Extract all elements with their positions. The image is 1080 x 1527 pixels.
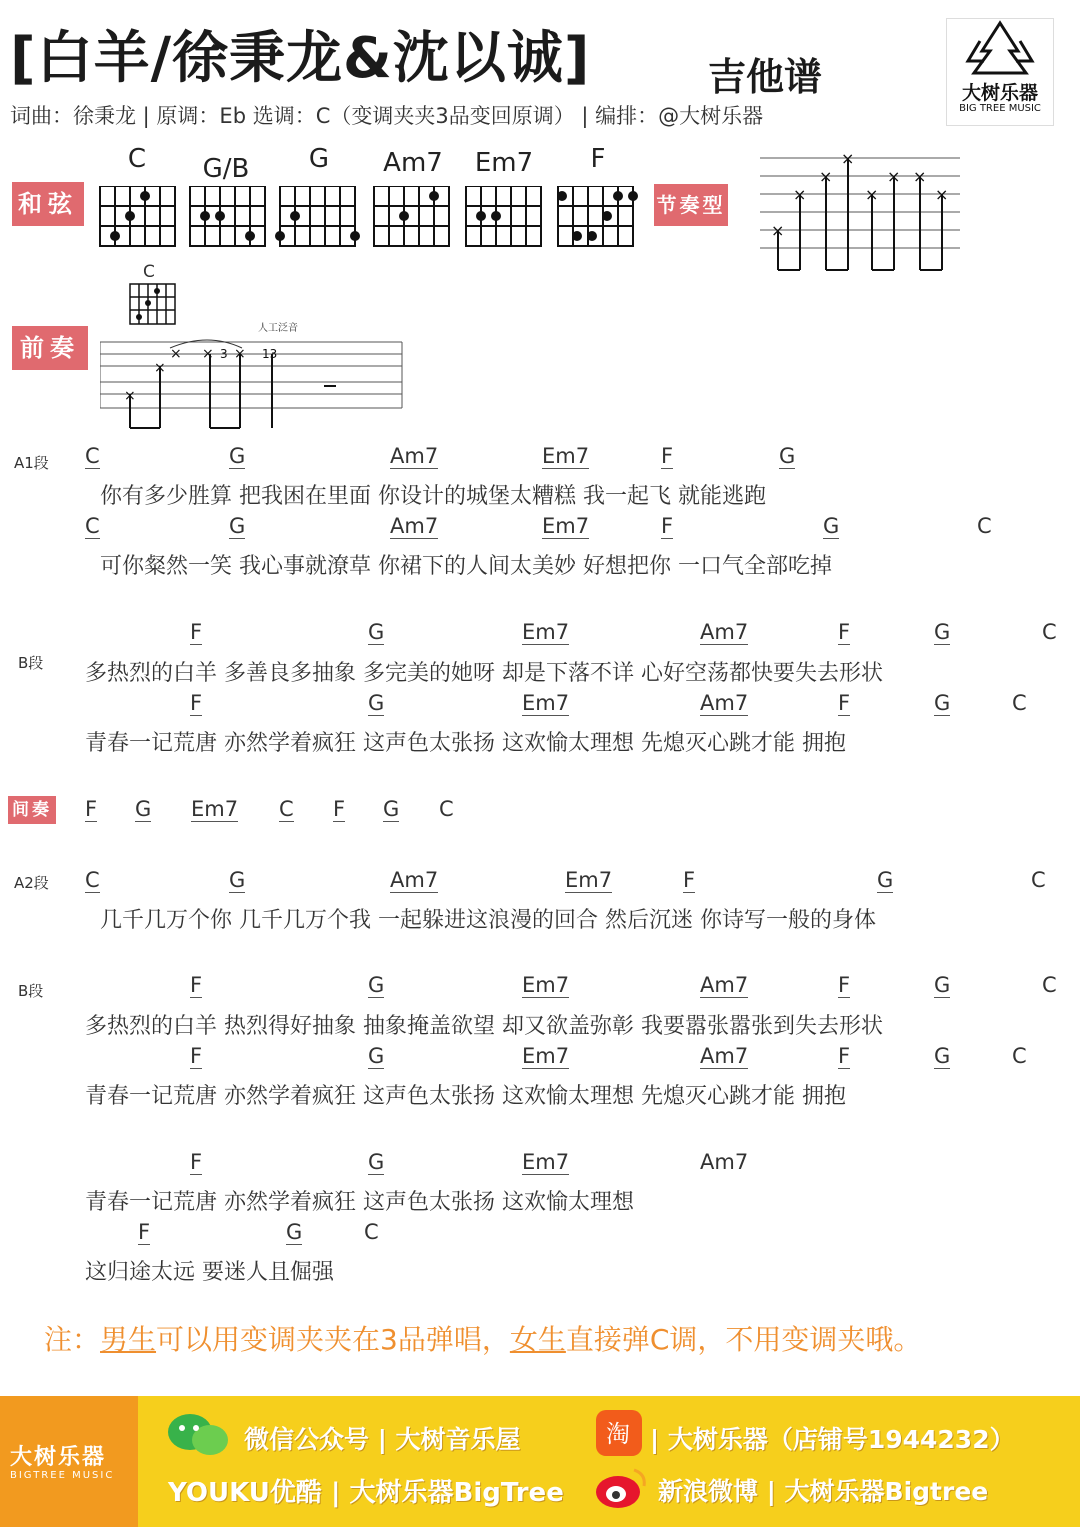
chord: G bbox=[934, 620, 951, 644]
svg-text:×: × bbox=[154, 360, 166, 376]
chord: Em7 bbox=[522, 620, 570, 644]
chord: G bbox=[368, 620, 385, 644]
chord: F bbox=[661, 514, 674, 538]
chord-diagrams bbox=[96, 186, 646, 252]
section-a2: A2段 bbox=[14, 874, 49, 892]
chord-name-am7: Am7 bbox=[383, 148, 443, 178]
chord: G bbox=[135, 797, 152, 821]
svg-text:×: × bbox=[202, 346, 214, 362]
rhythm-tag: 节奏型 bbox=[654, 184, 728, 226]
chord: G bbox=[368, 1150, 385, 1174]
logo bbox=[946, 18, 1054, 126]
a1-lyric-2: 可你粲然一笑 我心事就潦草 你裙下的人间太美妙 好想把你 一口气全部吃掉 bbox=[100, 554, 832, 579]
chord: C bbox=[977, 514, 992, 538]
svg-text:×: × bbox=[771, 221, 785, 240]
chord: C bbox=[439, 797, 454, 821]
taobao-icon bbox=[594, 1408, 644, 1458]
b3-chords-2 bbox=[138, 1220, 398, 1246]
svg-text:×: × bbox=[170, 346, 182, 362]
section-b2: B段 bbox=[18, 982, 44, 1000]
chord: C bbox=[85, 444, 100, 468]
chord-name-gb: G/B bbox=[202, 154, 250, 184]
svg-text:×: × bbox=[793, 185, 807, 204]
tab-mark-13: 13 bbox=[262, 347, 278, 361]
chord: C bbox=[364, 1220, 379, 1244]
chord: C bbox=[1012, 1044, 1027, 1068]
song-subtitle: 吉他谱 bbox=[708, 55, 823, 99]
note-mid1: 可以用变调夹夹在3品弹唱， bbox=[156, 1323, 510, 1356]
b1-chords-2 bbox=[190, 691, 1070, 717]
chord: C bbox=[85, 868, 100, 892]
a1-chords-2 bbox=[85, 514, 1005, 540]
footer-wechat: 微信公众号 | 大树音乐屋 bbox=[244, 1425, 521, 1454]
chord: Am7 bbox=[390, 444, 439, 468]
capo-note bbox=[44, 1318, 921, 1358]
chord: G bbox=[823, 514, 840, 538]
weibo-icon bbox=[594, 1464, 648, 1512]
chord: G bbox=[934, 1044, 951, 1068]
footer-taobao: | 大树乐器（店铺号1944232） bbox=[650, 1425, 1015, 1454]
b3-lyric-2: 这归途太远 要迷人且倔强 bbox=[85, 1260, 334, 1285]
svg-text:×: × bbox=[819, 167, 833, 186]
chord: Em7 bbox=[191, 797, 239, 821]
note-mid2: 直接弹C调，不用变调夹哦。 bbox=[565, 1323, 922, 1356]
section-a1: A1段 bbox=[14, 454, 49, 472]
chord: Em7 bbox=[522, 1150, 570, 1174]
song-title: [白羊/徐秉龙&沈以诚] bbox=[10, 26, 591, 91]
a2-lyric: 几千几万个你 几千几万个我 一起躲进这浪漫的回合 然后沉迷 你诗写一般的身体 bbox=[100, 908, 876, 933]
chord: F bbox=[661, 444, 674, 468]
section-b1: B段 bbox=[18, 654, 44, 672]
chord: G bbox=[934, 973, 951, 997]
svg-text:×: × bbox=[935, 185, 949, 204]
logo-en: BIG TREE MUSIC bbox=[959, 103, 1041, 114]
chord: F bbox=[683, 868, 696, 892]
svg-text:×: × bbox=[865, 185, 879, 204]
chord: F bbox=[190, 620, 203, 644]
song-meta: 词曲：徐秉龙 | 原调：Eb 选调：C（变调夹夹3品变回原调） | 编排：@大树乐器 bbox=[10, 104, 764, 128]
chord: G bbox=[779, 444, 796, 468]
chord: Em7 bbox=[565, 868, 613, 892]
svg-text:×: × bbox=[234, 346, 246, 362]
chord: F bbox=[85, 797, 98, 821]
chord: G bbox=[286, 1220, 303, 1244]
chord-name-c: C bbox=[127, 144, 147, 174]
b2-chords-1 bbox=[190, 973, 1070, 999]
chord: C bbox=[1042, 620, 1057, 644]
footer-brand-block bbox=[0, 1396, 138, 1527]
b3-lyric-1: 青春一记荒唐 亦然学着疯狂 这声色太张扬 这欢愉太理想 bbox=[85, 1190, 634, 1215]
chord: C bbox=[1012, 691, 1027, 715]
intro-tag: 前奏 bbox=[12, 326, 88, 370]
a2-chords bbox=[85, 868, 1055, 894]
rhythm-pattern bbox=[760, 146, 964, 274]
svg-text:×: × bbox=[913, 167, 927, 186]
tree-logo-icon bbox=[960, 19, 1040, 79]
chord: F bbox=[190, 1150, 203, 1174]
chord: F bbox=[138, 1220, 151, 1244]
chord: G bbox=[368, 1044, 385, 1068]
chord: F bbox=[838, 1044, 851, 1068]
footer-weibo: 新浪微博 | 大树乐器Bigtree bbox=[658, 1477, 989, 1506]
logo-brand: 大树乐器 bbox=[961, 82, 1038, 104]
chord: G bbox=[383, 797, 400, 821]
chord: Em7 bbox=[522, 691, 570, 715]
chord: Am7 bbox=[700, 620, 749, 644]
b1-chords-1 bbox=[190, 620, 1070, 646]
chord-name-f: F bbox=[590, 144, 606, 174]
chord: G bbox=[229, 868, 246, 892]
note-prefix: 注： bbox=[44, 1323, 101, 1356]
chord: F bbox=[190, 973, 203, 997]
b2-lyric-1: 多热烈的白羊 热烈得好抽象 抽象掩盖欲望 却又欲盖弥彰 我要嚣张嚣张到失去形状 bbox=[85, 1014, 883, 1039]
note-female: 女生 bbox=[509, 1323, 566, 1356]
footer-youku: YOUKU优酷 | 大树乐器BigTree bbox=[168, 1478, 564, 1508]
chord: Am7 bbox=[390, 514, 439, 538]
intro-chord-diagram bbox=[128, 282, 180, 326]
chord: G bbox=[877, 868, 894, 892]
chord: G bbox=[368, 691, 385, 715]
chord: G bbox=[368, 973, 385, 997]
svg-text:淘: 淘 bbox=[606, 1420, 630, 1448]
chord: F bbox=[190, 691, 203, 715]
chord: Am7 bbox=[700, 1044, 749, 1068]
chord: G bbox=[934, 691, 951, 715]
chord: C bbox=[85, 514, 100, 538]
tab-mark-3: 3 bbox=[220, 347, 228, 361]
chord: Em7 bbox=[542, 444, 590, 468]
chord: Em7 bbox=[542, 514, 590, 538]
chord: Am7 bbox=[700, 1150, 749, 1174]
a1-lyric-1: 你有多少胜算 把我困在里面 你设计的城堡太糟糕 我一起飞 就能逃跑 bbox=[100, 484, 766, 509]
svg-text:×: × bbox=[887, 167, 901, 186]
interlude-chords bbox=[85, 797, 485, 823]
harmonic-label: 人工泛音 bbox=[258, 323, 298, 334]
b2-chords-2 bbox=[190, 1044, 1070, 1070]
chord: F bbox=[838, 691, 851, 715]
chord: G bbox=[229, 514, 246, 538]
b1-lyric-1: 多热烈的白羊 多善良多抽象 多完美的她呀 却是下落不详 心好空荡都快要失去形状 bbox=[85, 661, 883, 686]
chord: Am7 bbox=[700, 691, 749, 715]
b2-lyric-2: 青春一记荒唐 亦然学着疯狂 这声色太张扬 这欢愉太理想 先熄灭心跳才能 拥抱 bbox=[85, 1084, 846, 1109]
chord: C bbox=[1042, 973, 1057, 997]
chords-tag: 和弦 bbox=[12, 182, 84, 226]
intro-chord-name: C bbox=[143, 262, 155, 282]
b3-chords-1 bbox=[190, 1150, 750, 1176]
a1-chords-1 bbox=[85, 444, 885, 470]
chord: C bbox=[279, 797, 294, 821]
chord: F bbox=[190, 1044, 203, 1068]
svg-text:×: × bbox=[841, 149, 855, 168]
chord: F bbox=[838, 973, 851, 997]
svg-text:×: × bbox=[124, 388, 136, 404]
chord: Am7 bbox=[390, 868, 439, 892]
b1-lyric-2: 青春一记荒唐 亦然学着疯狂 这声色太张扬 这欢愉太理想 先熄灭心跳才能 拥抱 bbox=[85, 731, 846, 756]
intro-tab bbox=[100, 338, 406, 434]
footer-brand-en: BIGTREE MUSIC bbox=[10, 1470, 115, 1481]
footer-brand: 大树乐器 bbox=[10, 1445, 107, 1470]
chord-name-em7: Em7 bbox=[474, 148, 534, 178]
chord: Em7 bbox=[522, 1044, 570, 1068]
note-male: 男生 bbox=[100, 1323, 157, 1356]
chord: G bbox=[229, 444, 246, 468]
interlude-tag: 间奏 bbox=[8, 796, 56, 824]
chord: Em7 bbox=[522, 973, 570, 997]
chord: F bbox=[333, 797, 346, 821]
chord-name-g: G bbox=[308, 144, 330, 174]
wechat-icon bbox=[166, 1410, 232, 1460]
chord: C bbox=[1031, 868, 1046, 892]
chord: Am7 bbox=[700, 973, 749, 997]
chord: F bbox=[838, 620, 851, 644]
